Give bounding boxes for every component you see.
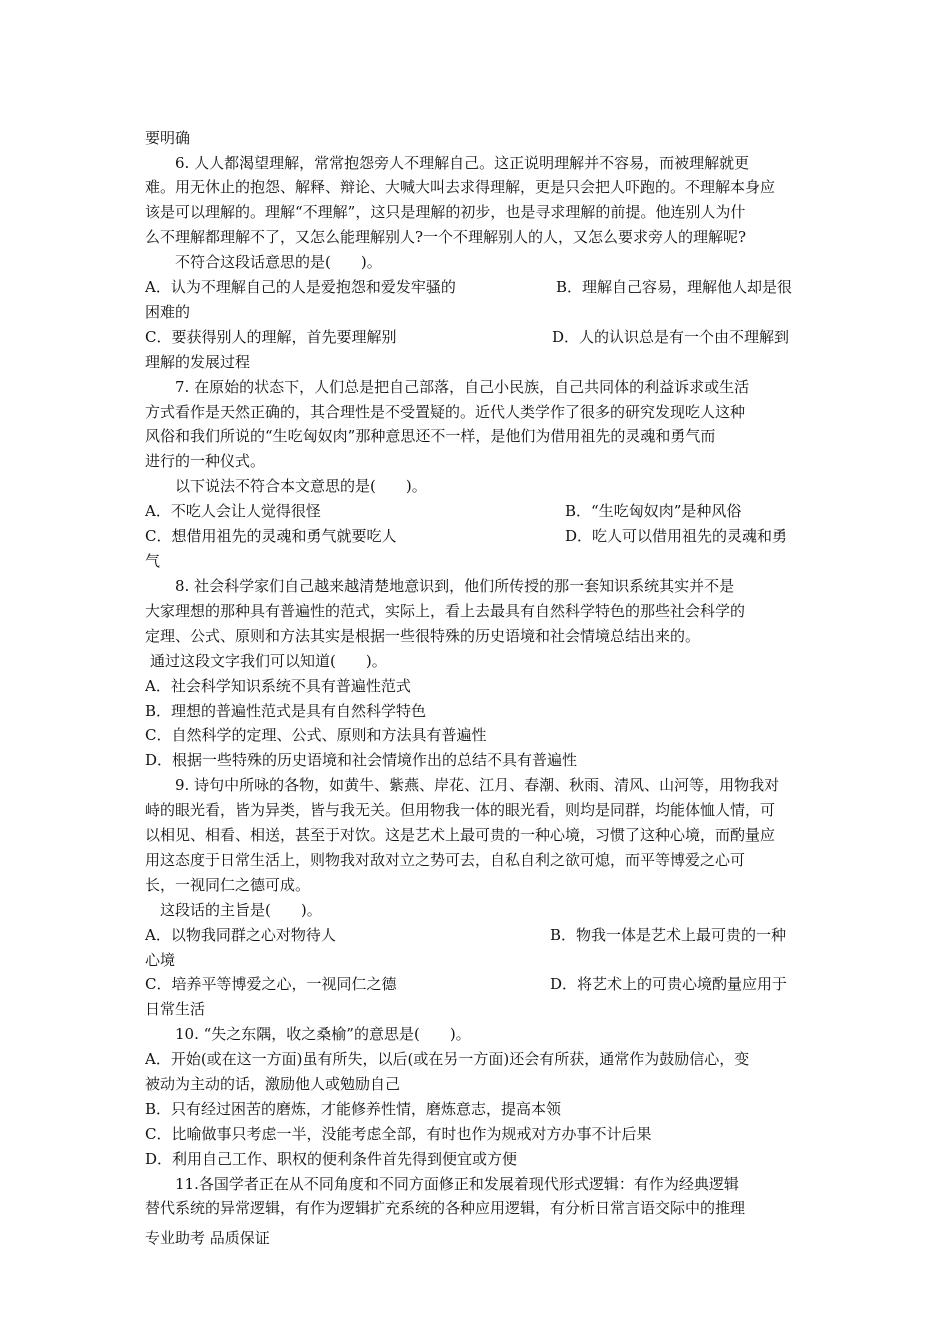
- question-9-option-d: D．将艺术上的可贵心境酌量应用于: [550, 975, 788, 993]
- text-line: 被动为主动的话，激励他人或勉励自己: [145, 1075, 401, 1093]
- text-line: 方式看作是天然正确的，其合理性是不受置疑的。近代人类学作了很多的研究发现吃人这种: [145, 403, 746, 421]
- question-10-stem: 10. “失之东隅，收之桑榆”的意思是( )。: [175, 1025, 471, 1043]
- question-8-prompt: 通过这段文字我们可以知道( )。: [150, 652, 387, 670]
- question-8-stem: 8. 社会科学家们自己越来越清楚地意识到，他们所传授的那一套知识系统其实并不是: [175, 577, 735, 595]
- text-line: 峙的眼光看，皆为异类，皆与我无关。但用物我一体的眼光看，则均是同群，均能体恤人情，可: [145, 801, 776, 819]
- question-10-option-a: A．开始(或在这一方面)虽有所失，以后(或在另一方面)还会有所获，通常作为鼓励信心，变: [145, 1050, 750, 1068]
- question-8-option-a: A．社会科学知识系统不具有普遍性范式: [145, 677, 411, 695]
- question-9-prompt: 这段话的主旨是( )。: [160, 901, 322, 919]
- question-10-option-c: C．比喻做事只考虑一半，没能考虑全部，有时也作为规戒对方办事不计后果: [145, 1125, 652, 1143]
- text-line: 气: [145, 552, 161, 570]
- question-8-option-b: B．理想的普遍性范式是具有自然科学特色: [145, 702, 427, 720]
- text-line: 长，一视同仁之德可成。: [145, 876, 311, 894]
- question-6-option-b: B．理解自己容易，理解他人却是很: [556, 278, 793, 296]
- question-7-option-d: D．吃人可以借用祖先的灵魂和勇: [565, 527, 788, 545]
- question-10-option-b: B．只有经过困苦的磨炼，才能修养性情，磨炼意志，提高本领: [145, 1100, 562, 1118]
- question-6-option-c: C．要获得别人的理解，首先要理解别: [145, 328, 397, 346]
- text-line: 大家理想的那种具有普遍性的范式，实际上，看上去最具有自然科学特色的那些社会科学的: [145, 602, 746, 620]
- text-line: 替代系统的异常逻辑，有作为逻辑扩充系统的各种应用逻辑，有分析日常言语交际中的推理: [145, 1199, 746, 1217]
- question-9-option-a: A．以物我同群之心对物待人: [145, 926, 336, 944]
- question-6-stem: 6. 人人都渴望理解，常常抱怨旁人不理解自己。这正说明理解并不容易，而被理解就更: [175, 154, 750, 172]
- text-line: 用这态度于日常生活上，则物我对敌对立之势可去，自私自利之欲可熄，而平等博爱之心可: [145, 851, 746, 869]
- text-line: 风俗和我们所说的“生吃匈奴肉”那种意思还不一样，是他们为借用祖先的灵魂和勇气而: [145, 427, 716, 445]
- text-line: 心境: [145, 951, 176, 969]
- question-6-option-a: A．认为不理解自己的人是爱抱怨和爱发牢骚的: [145, 278, 456, 296]
- text-line: 么不理解都理解不了，又怎么能理解别人?一个不理解别人的人，又怎么要求旁人的理解呢?: [145, 228, 747, 246]
- text-line: 日常生活: [145, 1000, 206, 1018]
- question-7-prompt: 以下说法不符合本文意思的是( )。: [175, 477, 427, 495]
- text-line: 难。用无休止的抱怨、解释、辩论、大喊大叫去求得理解，更是只会把人吓跑的。不理解本身应: [145, 178, 776, 196]
- question-9-option-c: C．培养平等博爱之心，一视同仁之德: [145, 975, 397, 993]
- text-line: 定理、公式、原则和方法其实是根据一些很特殊的历史语境和社会情境总结出来的。: [145, 627, 701, 645]
- text-line: 理解的发展过程: [145, 353, 251, 371]
- question-7-option-a: A．不吃人会让人觉得很怪: [145, 502, 321, 520]
- question-8-option-d: D．根据一些特殊的历史语境和社会情境作出的总结不具有普遍性: [145, 751, 578, 769]
- text-line: 该是可以理解的。理解“不理解”，这只是理解的初步，也是寻求理解的前提。他连别人为什: [145, 203, 746, 221]
- question-11-stem: 11.各国学者正在从不同角度和不同方面修正和发展着现代形式逻辑：有作为经典逻辑: [175, 1175, 739, 1193]
- question-8-option-c: C．自然科学的定理、公式、原则和方法具有普遍性: [145, 726, 487, 744]
- question-6-option-d: D．人的认识总是有一个由不理解到: [552, 328, 790, 346]
- question-7-stem: 7. 在原始的状态下，人们总是把自己部落，自己小民族，自己共同体的利益诉求或生活: [175, 378, 750, 396]
- text-line: 困难的: [145, 303, 191, 321]
- text-line: 进行的一种仪式。: [145, 452, 266, 470]
- question-7-option-b: B．“生吃匈奴肉”是种风俗: [565, 502, 742, 520]
- text-line: 要明确: [145, 129, 191, 147]
- question-9-stem: 9. 诗句中所咏的各物，如黄牛、紫燕、岸花、江月、春潮、秋雨、清风、山河等，用物我对: [175, 776, 780, 794]
- question-10-option-d: D．利用自己工作、职权的便利条件首先得到便宜或方便: [145, 1150, 518, 1168]
- question-9-option-b: B．物我一体是艺术上最可贵的一种: [550, 926, 787, 944]
- question-7-option-c: C．想借用祖先的灵魂和勇气就要吃人: [145, 527, 397, 545]
- text-line: 以相见、相看、相送，甚至于对饮。这是艺术上最可贵的一种心境，习惯了这种心境，而酌量应: [145, 826, 776, 844]
- page-footer: 专业助考 品质保证: [145, 1229, 270, 1247]
- question-6-prompt: 不符合这段话意思的是( )。: [175, 253, 382, 271]
